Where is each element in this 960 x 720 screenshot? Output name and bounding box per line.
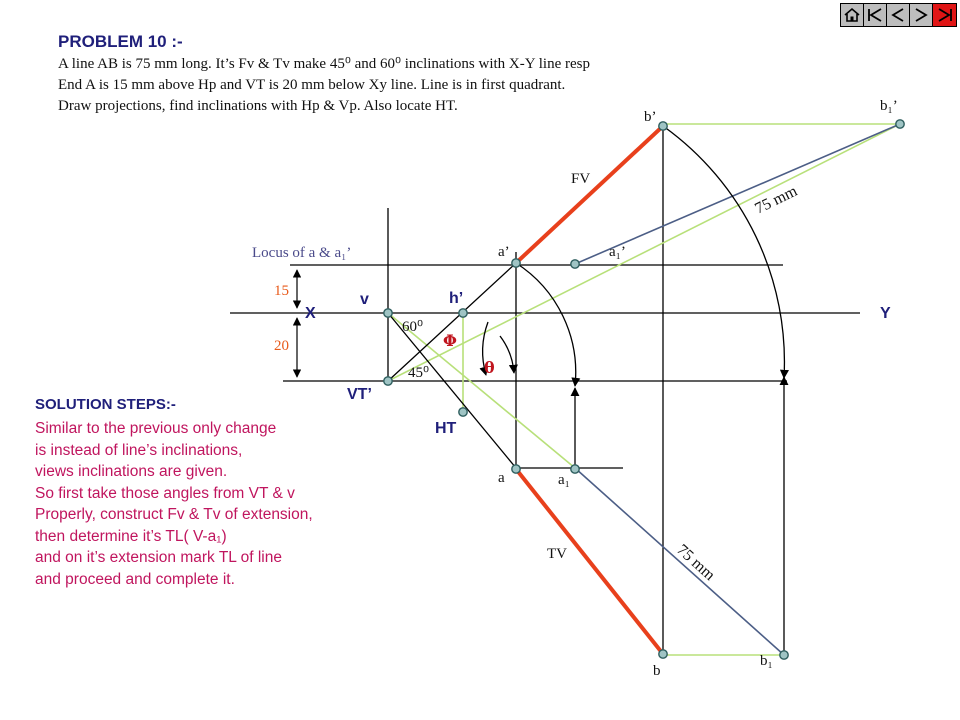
label-theta: θ bbox=[484, 358, 495, 377]
top-view-line bbox=[516, 469, 663, 654]
solution-line: and proceed and complete it. bbox=[35, 570, 235, 588]
point-a1 bbox=[571, 465, 579, 473]
solution-steps bbox=[35, 418, 313, 590]
tl-line-a1-b1-prime bbox=[575, 124, 900, 264]
solution-line: is instead of line’s inclinations, bbox=[35, 441, 243, 459]
point-ht bbox=[459, 408, 467, 416]
label-dim-20: 20 bbox=[274, 338, 289, 354]
point-a-prime bbox=[512, 259, 520, 267]
point-v bbox=[384, 309, 392, 317]
label-a1: a₁ bbox=[558, 472, 570, 488]
point-b1-prime bbox=[896, 120, 904, 128]
angle-arc-theta bbox=[500, 336, 514, 373]
tl-arc-a bbox=[516, 263, 576, 386]
label-a1-prime: a₁’ bbox=[609, 244, 626, 260]
label-vt: VT’ bbox=[347, 386, 372, 403]
label-fv: FV bbox=[571, 171, 591, 187]
problem-line: A line AB is 75 mm long. It’s Fv & Tv make 45⁰ and 60⁰ inclinations with X-Y line resp bbox=[58, 56, 590, 72]
problem-line: Draw projections, find inclinations with Hp & Vp. Also locate HT. bbox=[58, 98, 458, 114]
front-view-line bbox=[516, 126, 663, 263]
label-b1: b₁ bbox=[760, 653, 773, 669]
label-a: a bbox=[498, 470, 505, 486]
label-tl-bottom: 75 mm bbox=[673, 541, 719, 585]
solution-title: SOLUTION STEPS:- bbox=[35, 396, 176, 413]
label-b1-prime: b₁’ bbox=[880, 98, 898, 114]
point-b1 bbox=[780, 651, 788, 659]
label-b-prime: b’ bbox=[644, 109, 657, 125]
point-vt bbox=[384, 377, 392, 385]
label-angle-60: 60⁰ bbox=[402, 319, 424, 335]
label-dim-15: 15 bbox=[274, 283, 289, 299]
label-x: X bbox=[305, 305, 316, 322]
label-b: b bbox=[653, 663, 661, 679]
solution-line: Similar to the previous only change bbox=[35, 420, 277, 437]
label-a-prime: a’ bbox=[498, 244, 510, 260]
problem-title: PROBLEM 10 :- bbox=[58, 32, 183, 51]
problem-line: End A is 15 mm above Hp and VT is 20 mm below Xy line. Line is in first quadrant. bbox=[58, 77, 566, 93]
label-tv: TV bbox=[547, 546, 567, 562]
label-v: v bbox=[360, 291, 369, 308]
point-b bbox=[659, 650, 667, 658]
solution-line: and on it’s extension mark TL of line bbox=[35, 549, 282, 566]
label-h-prime: h’ bbox=[449, 290, 464, 307]
solution-line: views inclinations are given. bbox=[35, 463, 228, 480]
point-a1-prime bbox=[571, 260, 579, 268]
point-b-prime bbox=[659, 122, 667, 130]
label-phi: Φ bbox=[443, 331, 457, 350]
solution-line: Properly, construct Fv & Tv of extension, bbox=[35, 506, 313, 523]
tl-arc-b bbox=[663, 126, 784, 378]
label-locus: Locus of a & a₁’ bbox=[252, 245, 352, 261]
solution-line: then determine it’s TL( V-a₁) bbox=[35, 527, 227, 545]
label-angle-45: 45⁰ bbox=[408, 365, 430, 381]
point-h-prime bbox=[459, 309, 467, 317]
label-ht: HT bbox=[435, 420, 457, 437]
label-tl-top: 75 mm bbox=[752, 182, 801, 218]
tl-line-top bbox=[388, 124, 900, 381]
label-y: Y bbox=[880, 305, 891, 322]
point-a bbox=[512, 465, 520, 473]
solution-line: So first take those angles from VT & v bbox=[35, 484, 295, 502]
tl-line-a1-b1 bbox=[575, 468, 784, 655]
tv-extension bbox=[388, 313, 575, 468]
